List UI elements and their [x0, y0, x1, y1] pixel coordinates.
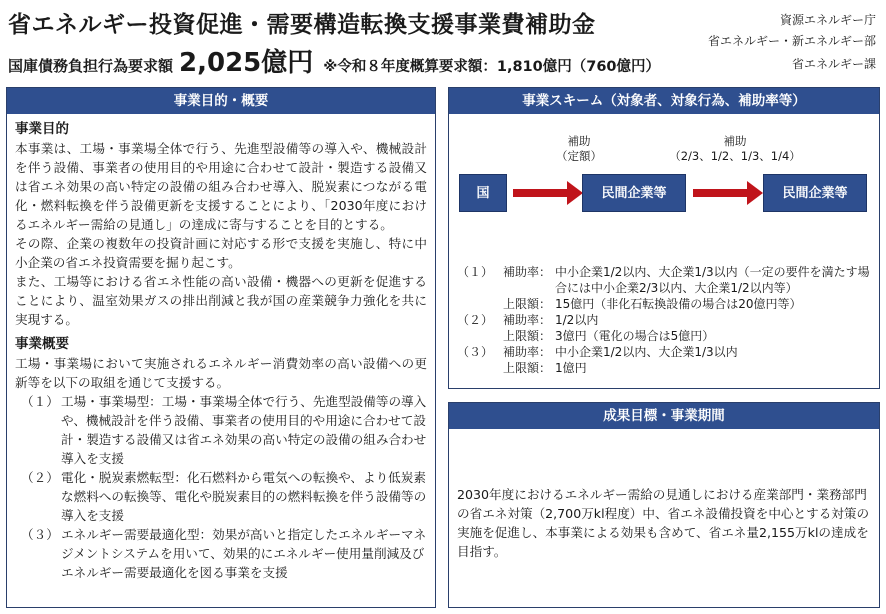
overview-item [15, 468, 427, 525]
org-agency: 資源エネルギー庁 [779, 13, 876, 27]
scheme-flow [449, 114, 879, 264]
budget-request: ※令和８年度概算要求額：1,810億円（760億円） [323, 59, 660, 75]
rate-row [457, 328, 871, 344]
arrow-label-rates: 補助 （2/3、1/2、1/3、1/4） [669, 134, 801, 163]
org-department: 省エネルギー・新エネルギー部 [707, 34, 876, 48]
rate-number: （１） [457, 265, 494, 279]
rate-key: 上限額： [503, 297, 552, 311]
budget-line [8, 42, 660, 79]
overview-item [15, 392, 427, 468]
rate-key: 補助率： [503, 265, 552, 279]
rate-row [457, 360, 871, 376]
rate-row [457, 264, 871, 296]
arrow-right-icon [693, 185, 763, 201]
overview-item-text: 電化・脱炭素燃転型：化石燃料から電気への転換や、より低炭素な燃料への転換等、電化や脱炭素目的の燃料転換を伴う設備等の導入を支援 [61, 470, 427, 523]
budget-label: 国庫債務負担行為要求額 [8, 57, 174, 75]
rate-row [457, 344, 871, 360]
rate-value: 1/2以内 [555, 313, 599, 327]
rate-row [457, 296, 871, 312]
scheme-panel [448, 87, 880, 389]
box-private-companies: 民間企業等 [582, 174, 686, 212]
rate-value: 3億円（電化の場合は5億円） [555, 329, 715, 343]
rate-row [457, 312, 871, 328]
arrow-label-fixed: 補助 （定額） [556, 134, 602, 163]
result-panel [448, 402, 880, 608]
arrow-right-icon [513, 185, 583, 201]
rate-number: （３） [457, 345, 494, 359]
rate-key: 上限額： [503, 361, 552, 375]
purpose-paragraph-2: その際、企業の複数年の投資計画に対応する形で支援を実施し、特に中小企業の省エネ投資需要を掘り起こす。 [15, 236, 427, 270]
rate-number: （２） [457, 313, 494, 327]
purpose-paragraph-1: 本事業は、工場・事業場全体で行う、先進型設備等の導入や、機械設計を伴う設備、事業者の使用目的や用途に合わせて設計・製造する設備又は省エネ効果の高い特定の設備の組み合わせ導入、脱炭素につながる電化・燃料転換を伴う設備更新を支援することにより、「2030年度におけるエネルギー需給の見通し」の達成に寄与することを目的とする。 [15, 141, 427, 232]
overview-intro: 工場・事業場において実施されるエネルギー消費効率の高い設備への更新等を以下の取組を通じて支援する。 [15, 356, 427, 390]
purpose-panel-heading: 事業目的・概要 [7, 88, 435, 114]
purpose-title: 事業目的 [15, 121, 69, 137]
rate-value: 15億円（非化石転換設備の場合は20億円等） [555, 297, 802, 311]
budget-amount: 2,025億円 [179, 48, 314, 78]
purpose-panel [6, 87, 436, 608]
result-text: 2030年度におけるエネルギー需給の見通しにおける産業部門・業務部門の省エネ対策（2,700万kl程度）中、省エネ設備投資を中心とする対策の実施を促進し、本事業による効果も含めて、省エネ量2,155万klの達成を目指す。 [457, 487, 870, 559]
rate-number [457, 328, 503, 344]
subsidy-rates [449, 264, 879, 376]
result-panel-heading: 成果目標・事業期間 [449, 403, 879, 429]
page-title: 省エネルギー投資促進・需要構造転換支援事業費補助金 [8, 12, 596, 38]
rate-key: 上限額： [503, 329, 552, 343]
overview-item-number: （２） [21, 470, 59, 485]
purpose-paragraph-3: また、工場等における省エネ性能の高い設備・機器への更新を促進することにより、温室効果ガスの排出削減と我が国の産業競争力強化を共に実現する。 [15, 274, 427, 327]
rate-number [457, 360, 503, 376]
overview-item-number: （３） [21, 527, 59, 542]
scheme-panel-heading: 事業スキーム（対象者、対象行為、補助率等） [449, 88, 879, 114]
org-division: 省エネルギー課 [791, 57, 876, 71]
overview-item-number: （１） [21, 394, 59, 409]
overview-title: 事業概要 [15, 336, 69, 352]
rate-value: 1億円 [555, 361, 587, 375]
overview-item-text: 工場・事業場型：工場・事業場全体で行う、先進型設備等の導入や、機械設計を伴う設備、事業者の使用目的や用途に合わせて設計・製造する設備又は省エネ効果の高い特定の設備の組み合わせ導入を支援 [61, 394, 427, 466]
overview-item-text: エネルギー需要最適化型：効果が高いと指定したエネルギーマネジメントシステムを用いて、効果的にエネルギー使用量削減及びエネルギー需要最適化を図る事業を支援 [61, 527, 427, 580]
rate-number [457, 296, 503, 312]
rate-key: 補助率： [503, 313, 552, 327]
overview-item [15, 525, 427, 582]
box-private-companies: 民間企業等 [763, 174, 867, 212]
box-government: 国 [459, 174, 507, 212]
rate-value: 中小企業1/2以内、大企業1/3以内 [555, 345, 738, 359]
rate-key: 補助率： [503, 345, 552, 359]
rate-value: 中小企業1/2以内、大企業1/3以内（一定の要件を満たす場合には中小企業2/3以内、大企業1/2以内等） [555, 265, 870, 295]
